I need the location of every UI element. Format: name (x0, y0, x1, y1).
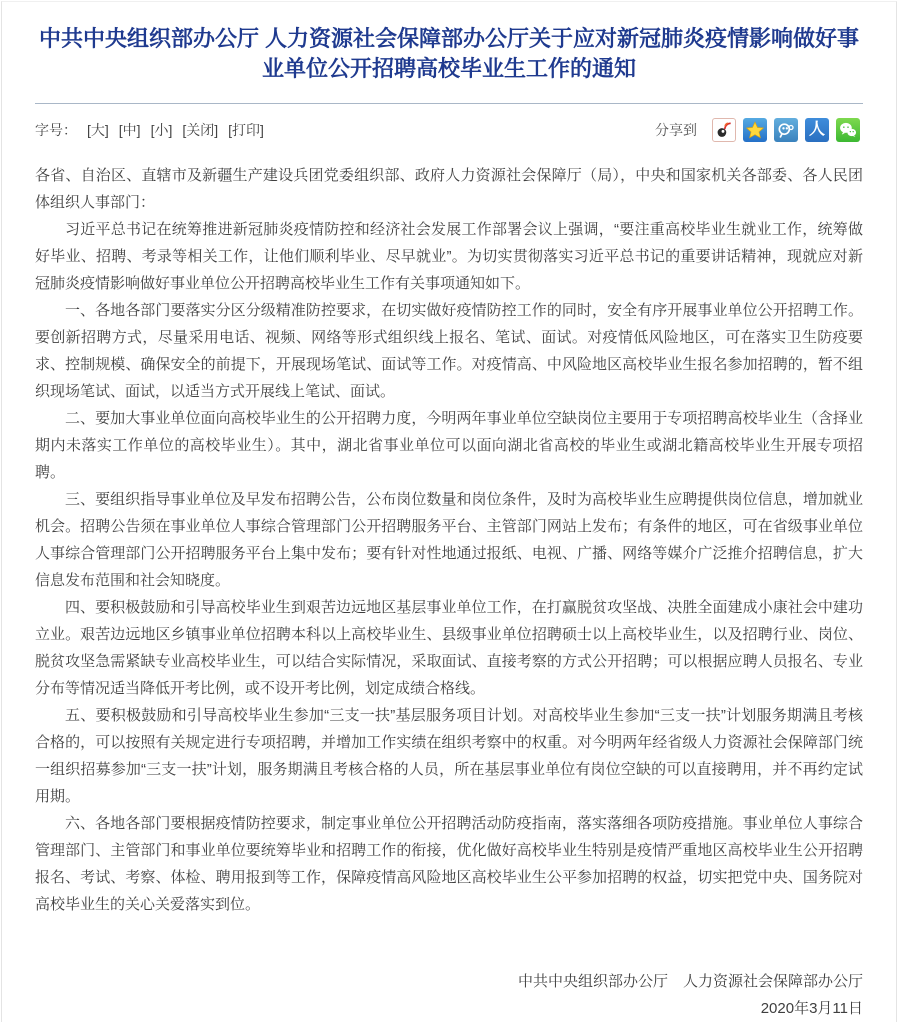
paragraph-item-1: 一、各地各部门要落实分区分级精准防控要求，在切实做好疫情防控工作的同时，安全有序开展事业单位公开招聘工作。要创新招聘方式，尽量采用电话、视频、网络等形式组织线上报名、笔试、面试。对疫情低风险地区，可在落实卫生防疫要求、控制规模、确保安全的前提下，开展现场笔试、面试等工作。对疫情高、中风险地区高校毕业生报名参加招聘的，暂不组织现场笔试、面试，以适当方式开展线上笔试、面试。 (35, 302, 863, 400)
paragraph-item-4: 四、要积极鼓励和引导高校毕业生到艰苦边远地区基层事业单位工作，在打赢脱贫攻坚战、决胜全面建成小康社会中建功立业。艰苦边远地区乡镇事业单位招聘本科以上高校毕业生、县级事业单位招聘硕士以上高校毕业生，以及招聘行业、岗位、脱贫攻坚急需紧缺专业高校毕业生，可以结合实际情况，采取面试、直接考察的方式公开招聘；可以根据应聘人员报名、专业分布等情况适当降低开考比例，或不设开考比例，划定成绩合格线。 (35, 599, 863, 697)
toolbar (2, 104, 896, 144)
close-button[interactable]: [关闭] (182, 122, 219, 138)
renren-glyph: 人 (808, 121, 825, 138)
qzone-icon[interactable] (743, 118, 767, 142)
document-panel (1, 1, 897, 1022)
paragraph-item-3: 三、要组织指导事业单位及早发布招聘公告，公布岗位数量和岗位条件，及时为高校毕业生应聘提供岗位信息，增加就业机会。招聘公告须在事业单位人事综合管理部门公开招聘服务平台、主管部门网站上发布；有条件的地区，可在省级事业单位人事综合管理部门公开招聘服务平台上集中发布；要有针对性地通过报纸、电视、广播、网络等媒介广泛推介招聘信息，扩大信息发布范围和社会知晓度。 (35, 491, 863, 589)
renren-icon[interactable] (805, 118, 829, 142)
signature-block (2, 968, 896, 1022)
signature-issuers: 中共中央组织部办公厅 人力资源社会保障部办公厅 (517, 973, 863, 990)
share-label: 分享到 (655, 122, 697, 138)
sina-weibo-icon[interactable] (712, 118, 736, 142)
page-title: 中共中央组织部办公厅 人力资源社会保障部办公厅关于应对新冠肺炎疫情影响做好事业单位公开招聘高校毕业生工作的通知 (38, 26, 860, 81)
paragraph-intro: 习近平总书记在统筹推进新冠肺炎疫情防控和经济社会发展工作部署会议上强调，“要注重高校毕业生就业工作，统筹做好毕业、招聘、考录等相关工作，让他们顺利毕业、尽早就业”。为切实贯彻落实习近平总书记的重要讲话精神，现就应对新冠肺炎疫情影响做好事业单位公开招聘高校毕业生工作有关事项通知如下。 (35, 221, 863, 292)
signature-date: 2020年3月11日 (760, 1000, 863, 1017)
salutation: 各省、自治区、直辖市及新疆生产建设兵团党委组织部、政府人力资源社会保障厅（局），中央和国家机关各部委、各人民团体组织人事部门： (35, 167, 863, 211)
font-size-label: 字号： (35, 122, 77, 138)
paragraph-item-6: 六、各地各部门要根据疫情防控要求，制定事业单位公开招聘活动防疫指南，落实落细各项防疫措施。事业单位人事综合管理部门、主管部门和事业单位要统筹毕业和招聘工作的衔接，优化做好高校毕业生特别是疫情严重地区高校毕业生公开招聘报名、考试、考察、体检、聘用报到等工作，保障疫情高风险地区高校毕业生公平参加招聘的权益，切实把党中央、国务院对高校毕业生的关心关爱落实到位。 (35, 815, 863, 913)
font-size-large-button[interactable]: [大] (87, 122, 109, 138)
paragraph-item-5: 五、要积极鼓励和引导高校毕业生参加“三支一扶”基层服务项目计划。对高校毕业生参加“三支一扶”计划服务期满且考核合格的，可以按照有关规定进行专项招聘，并增加工作实绩在组织考察中的权重。对今明两年经省级人力资源社会保障部门统一组织招募参加“三支一扶”计划，服务期满且考核合格的人员，所在基层事业单位有岗位空缺的可以直接聘用，并不再约定试用期。 (35, 707, 863, 805)
print-button[interactable]: [打印] (228, 122, 264, 138)
font-size-medium-button[interactable]: [中] (118, 122, 141, 138)
font-size-small-button[interactable]: [小] (150, 122, 173, 138)
article-body (2, 144, 896, 918)
wechat-icon[interactable] (836, 118, 860, 142)
tencent-weibo-icon[interactable] (774, 118, 798, 142)
font-size-tools (35, 120, 264, 140)
share-tools (655, 118, 860, 142)
paragraph-item-2: 二、要加大事业单位面向高校毕业生的公开招聘力度，今明两年事业单位空缺岗位主要用于专项招聘高校毕业生（含择业期内未落实工作单位的高校毕业生）。其中，湖北省事业单位可以面向湖北省高校的毕业生或湖北籍高校毕业生开展专项招聘。 (35, 410, 863, 481)
